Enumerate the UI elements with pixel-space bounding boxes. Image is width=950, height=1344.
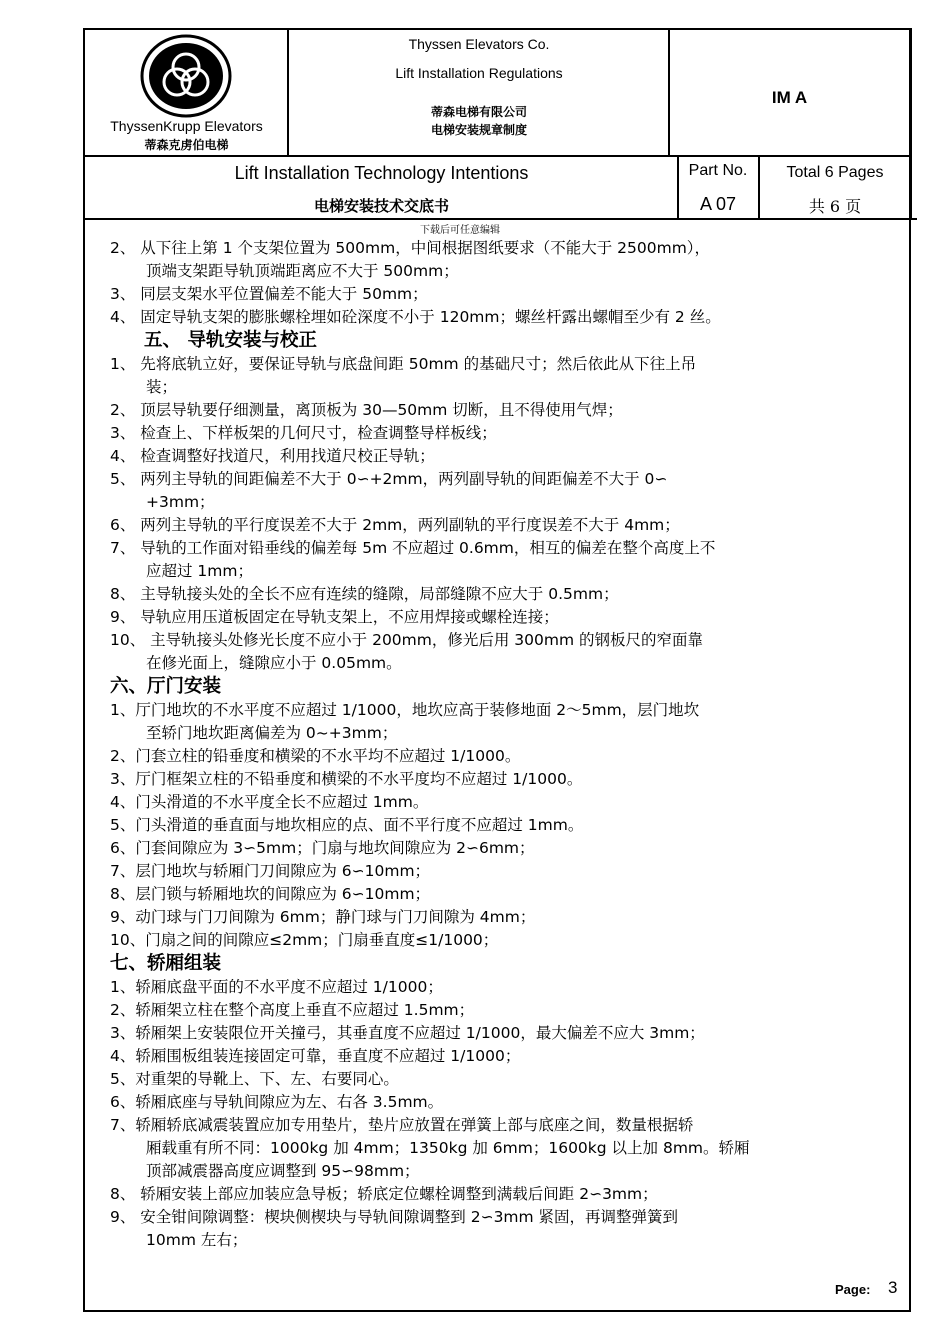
text-line: 10、门扇之间的间隙应≤2mm；门扇垂直度≤1/1000； (110, 931, 499, 949)
text-line: 5、 两列主导轨的间距偏差不大于 0∽+2mm，两列副导轨的间距偏差不大于 0∽ (110, 470, 668, 488)
text-line: 4、 固定导轨支架的膨胀螺栓埋如砼深度不小于 120mm；螺丝杆露出螺帽至少有 2 丝。 (110, 308, 721, 326)
text-line: 10、 主导轨接头处修光长度不应小于 200mm，修光后用 300mm 的钢板尺的窄面靠 (110, 631, 703, 649)
text-line: 4、轿厢围板组装连接固定可靠，垂直度不应超过 1/1000； (110, 1047, 521, 1065)
logo-text-en: ThyssenKrupp Elevators (110, 118, 263, 134)
text-line: 2、门套立柱的铅垂度和横梁的不水平均不应超过 1/1000。 (110, 747, 521, 765)
logo-text-cn: 蒂森克虏伯电梯 (144, 138, 229, 152)
part-number-label: Part No. (688, 162, 748, 179)
text-line: 2、 从下往上第 1 个支架位置为 500mm，中间根据图纸要求（不能大于 2500mm）， (110, 239, 711, 257)
doc-code-cell (670, 30, 909, 156)
text-line: 至轿门地坎距离偏差为 0~+3mm； (146, 724, 398, 742)
text-line: 厢载重有所不同：1000kg 加 4mm；1350kg 加 6mm；1600kg 以上加 8mm。轿厢 (146, 1139, 750, 1157)
text-line: 1、 先将底轨立好，要保证导轨与底盘间距 50mm 的基础尺寸；然后依此从下往上吊 (110, 355, 697, 373)
download-note: 下载后可任意编辑 (420, 225, 500, 236)
header-title-en-2: Lift Installation Regulations (395, 65, 563, 81)
text-line: 6、轿厢底座与导轨间隙应为左、右各 3.5mm。 (110, 1093, 444, 1111)
doc-title-en: Lift Installation Technology Intentions (234, 163, 529, 183)
text-line: 顶部减震器高度应调整到 95∽98mm； (146, 1162, 420, 1180)
text-line: 9、 安全钳间隙调整：楔块侧楔块与导轨间隙调整到 2∽3mm 紧固，再调整弹簧到 (110, 1208, 679, 1226)
text-line: 9、动门球与门刀间隙为 6mm；静门球与门刀间隙为 4mm； (110, 908, 536, 926)
section-heading-5: 五、 导轨安装与校正 (144, 330, 317, 351)
text-line: 4、 检查调整好找道尺，利用找道尺校正导轨； (110, 447, 435, 465)
text-line: 8、层门锁与轿厢地坎的间隙应为 6∽10mm； (110, 885, 431, 903)
text-line: +3mm； (146, 493, 215, 511)
header-title-cn-1: 蒂森电梯有限公司 (430, 105, 527, 119)
total-pages-label: Total 6 Pages (786, 164, 884, 181)
text-line: 10mm 左右； (146, 1231, 248, 1249)
document-body (110, 237, 900, 1252)
text-line: 6、 两列主导轨的平行度误差不大于 2mm，两列副轨的平行度误差不大于 4mm； (110, 516, 680, 534)
text-line: 6、门套间隙应为 3∽5mm；门扇与地坎间隙应为 2∽6mm； (110, 839, 535, 857)
header-title-cn-2: 电梯安装规章制度 (430, 123, 527, 137)
header-right-border (909, 28, 912, 218)
text-line: 顶端支架距导轨顶端距离应不大于 500mm； (146, 262, 459, 280)
section-heading-7: 七、轿厢组装 (110, 953, 222, 974)
text-line: 3、 检查上、下样板架的几何尺寸，检查调整导样板线； (110, 424, 497, 442)
text-line: 5、门头滑道的垂直面与地坎相应的点、面不平行度不应超过 1mm。 (110, 816, 584, 834)
text-line: 9、 导轨应用压道板固定在导轨支架上，不应用焊接或螺栓连接； (110, 608, 559, 626)
header-bottom-divider (85, 218, 917, 220)
page-label: Page: (835, 1282, 871, 1297)
thyssenkrupp-logo-icon (140, 34, 232, 118)
text-line: 2、轿厢架立柱在整个高度上垂直不应超过 1.5mm； (110, 1001, 475, 1019)
text-line: 1、厅门地坎的不水平度不应超过 1/1000，地坎应高于装修地面 2～5mm，层门地坎 (110, 701, 700, 719)
text-line: 1、轿厢底盘平面的不水平度不应超过 1/1000； (110, 978, 443, 996)
text-line: 应超过 1mm； (146, 562, 253, 580)
header-title-cell (290, 30, 668, 156)
text-line: 2、 顶层导轨要仔细测量，离顶板为 30—50mm 切断，且不得使用气焊； (110, 401, 623, 419)
section-heading-6: 六、厅门安装 (110, 676, 222, 697)
text-line: 3、厅门框架立柱的不铅垂度和横梁的不水平度均不应超过 1/1000。 (110, 770, 583, 788)
text-line: 7、层门地坎与轿厢门刀间隙应为 6∽10mm； (110, 862, 431, 880)
text-line: 7、 导轨的工作面对铅垂线的偏差每 5m 不应超过 0.6mm，相互的偏差在整个高度上不 (110, 539, 716, 557)
text-line: 8、 主导轨接头处的全长不应有连续的缝隙，局部缝隙不应大于 0.5mm； (110, 585, 619, 603)
page-number: 3 (888, 1278, 898, 1297)
text-line: 7、轿厢轿底减震装置应加专用垫片，垫片应放置在弹簧上部与底座之间，数量根据轿 (110, 1116, 694, 1134)
text-line: 3、轿厢架上安装限位开关撞弓，其垂直度不应超过 1/1000，最大偏差不应大 3mm； (110, 1024, 705, 1042)
total-pages-cn: 共 6 页 (808, 197, 862, 216)
text-line: 装； (146, 378, 178, 396)
part-number-value: A 07 (699, 194, 737, 214)
text-line: 5、对重架的导靴上、下、左、右要同心。 (110, 1070, 399, 1088)
doc-code: IM A (771, 88, 808, 107)
header-title-en-1: Thyssen Elevators Co. (408, 36, 550, 52)
doc-title-cn: 电梯安装技术交底书 (313, 197, 449, 215)
company-logo-cell (85, 30, 288, 156)
text-line: 8、 轿厢安装上部应加装应急导板；轿底定位螺栓调整到满载后间距 2∽3mm； (110, 1185, 658, 1203)
text-line: 4、门头滑道的不水平度全长不应超过 1mm。 (110, 793, 429, 811)
text-line: 在修光面上，缝隙应小于 0.05mm。 (146, 654, 402, 672)
text-line: 3、 同层支架水平位置偏差不能大于 50mm； (110, 285, 428, 303)
